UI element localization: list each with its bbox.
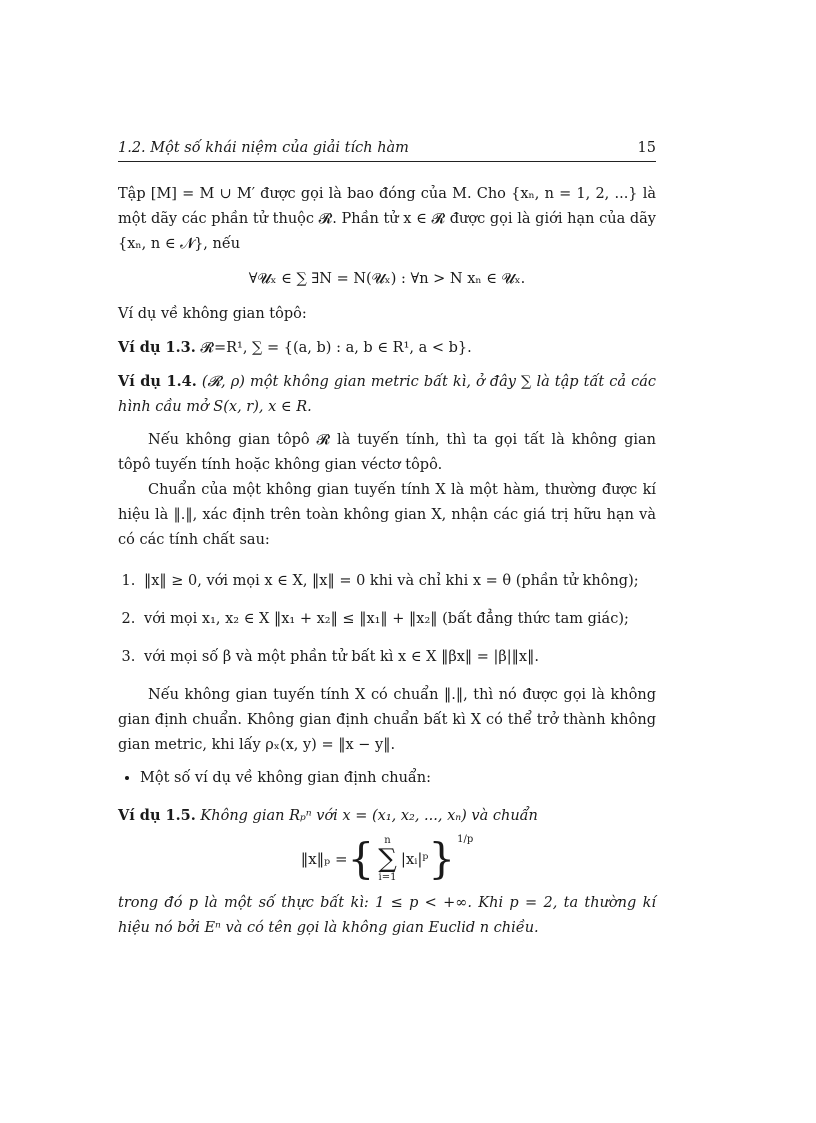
limit-formula: ∀𝓤ₓ ∈ ∑ ∃N = N(𝓤ₓ) : ∀n > N xₙ ∈ 𝓤ₓ.: [248, 271, 526, 287]
example-1-4: [118, 369, 656, 420]
list-item: 3. với mọi số β và một phần tử bất kì x ∈ X ‖βx‖ = |β|‖x‖.: [140, 645, 656, 670]
paragraph-norm-definition: Chuẩn của một không gian tuyến tính X là một hàm, thường được kí hiệu là ‖.‖, xác định trên toàn không gian X, nhận các giá trị hữu hạn và có các tính chất sau:: [118, 482, 656, 548]
example-1-3: [118, 335, 656, 361]
running-header: [118, 140, 656, 162]
paragraph-linear-topo: Nếu không gian tôpô 𝓡 là tuyến tính, thì ta gọi tất là không gian tôpô tuyến tính hoặc không gian véctơ tôpô.: [118, 432, 656, 473]
page-content: [118, 140, 656, 941]
summation: [378, 835, 397, 883]
sum-body: |xᵢ|ᵖ: [400, 849, 429, 868]
bullet-list: [118, 766, 656, 791]
example-1-3-label: Ví dụ 1.3.: [118, 339, 196, 356]
example-1-5-text: Không gian Rₚⁿ với x = (x₁, x₂, ..., xₙ) và chuẩn: [195, 808, 538, 824]
sigma-symbol: ∑: [378, 844, 397, 874]
paragraph-euclid: trong đó p là một số thực bất kì: 1 ≤ p < +∞. Khi p = 2, ta thường kí hiệu nó bởi Eⁿ và có tên gọi là không gian Euclid n chiều.: [118, 895, 656, 936]
sum-lower-limit: i=1: [378, 872, 397, 883]
paragraph-topo-examples: Ví dụ về không gian tôpô:: [118, 306, 307, 322]
example-1-3-text: 𝓡=R¹, ∑ = {(a, b) : a, b ∈ R¹, a < b}.: [195, 340, 472, 356]
list-item: 1. ‖x‖ ≥ 0, với mọi x ∈ X, ‖x‖ = 0 khi và chỉ khi x = θ (phần tử không);: [140, 569, 656, 594]
right-brace: }: [428, 834, 456, 883]
norm-exponent: 1/p: [457, 833, 474, 845]
paragraph-normed-space: Nếu không gian tuyến tính X có chuẩn ‖.‖, thì nó được gọi là không gian định chuẩn. Không gian định chuẩn bất kì X có thể trở thành không gian metric, khi lấy ρₓ(x, y) = ‖x − y‖.: [118, 687, 656, 753]
norm-properties-list: [118, 569, 656, 670]
body-text: [118, 182, 656, 941]
section-title: 1.2. Một số khái niệm của giải tích hàm: [118, 140, 409, 156]
list-item: 2. với mọi x₁, x₂ ∈ X ‖x₁ + x₂‖ ≤ ‖x₁‖ + ‖x₂‖ (bất đẳng thức tam giác);: [140, 607, 656, 632]
sum-upper-limit: n: [384, 835, 391, 846]
norm-lhs: ‖x‖ₚ =: [300, 849, 348, 868]
paragraph-closure: Tập [M] = M ∪ M′ được gọi là bao đóng của M. Cho {xₙ, n = 1, 2, ...} là một dãy các phần tử thuộc 𝓡. Phần tử x ∈ 𝓡 được gọi là giới hạn của dãy {xₙ, n ∈ 𝓝}, nếu: [118, 186, 656, 252]
p-norm-formula: [118, 835, 656, 883]
example-1-4-label: Ví dụ 1.4.: [118, 373, 197, 390]
example-1-5: [118, 803, 656, 829]
list-item: • Một số ví dụ về không gian định chuẩn:: [140, 766, 656, 791]
left-brace: {: [347, 834, 375, 883]
example-1-4-text: (𝓡, ρ) một không gian metric bất kì, ở đây ∑ là tập tất cả các hình cầu mở S(x, r), x ∈ R.: [118, 374, 656, 415]
example-1-5-label: Ví dụ 1.5.: [118, 807, 196, 824]
page-number: 15: [637, 140, 656, 156]
